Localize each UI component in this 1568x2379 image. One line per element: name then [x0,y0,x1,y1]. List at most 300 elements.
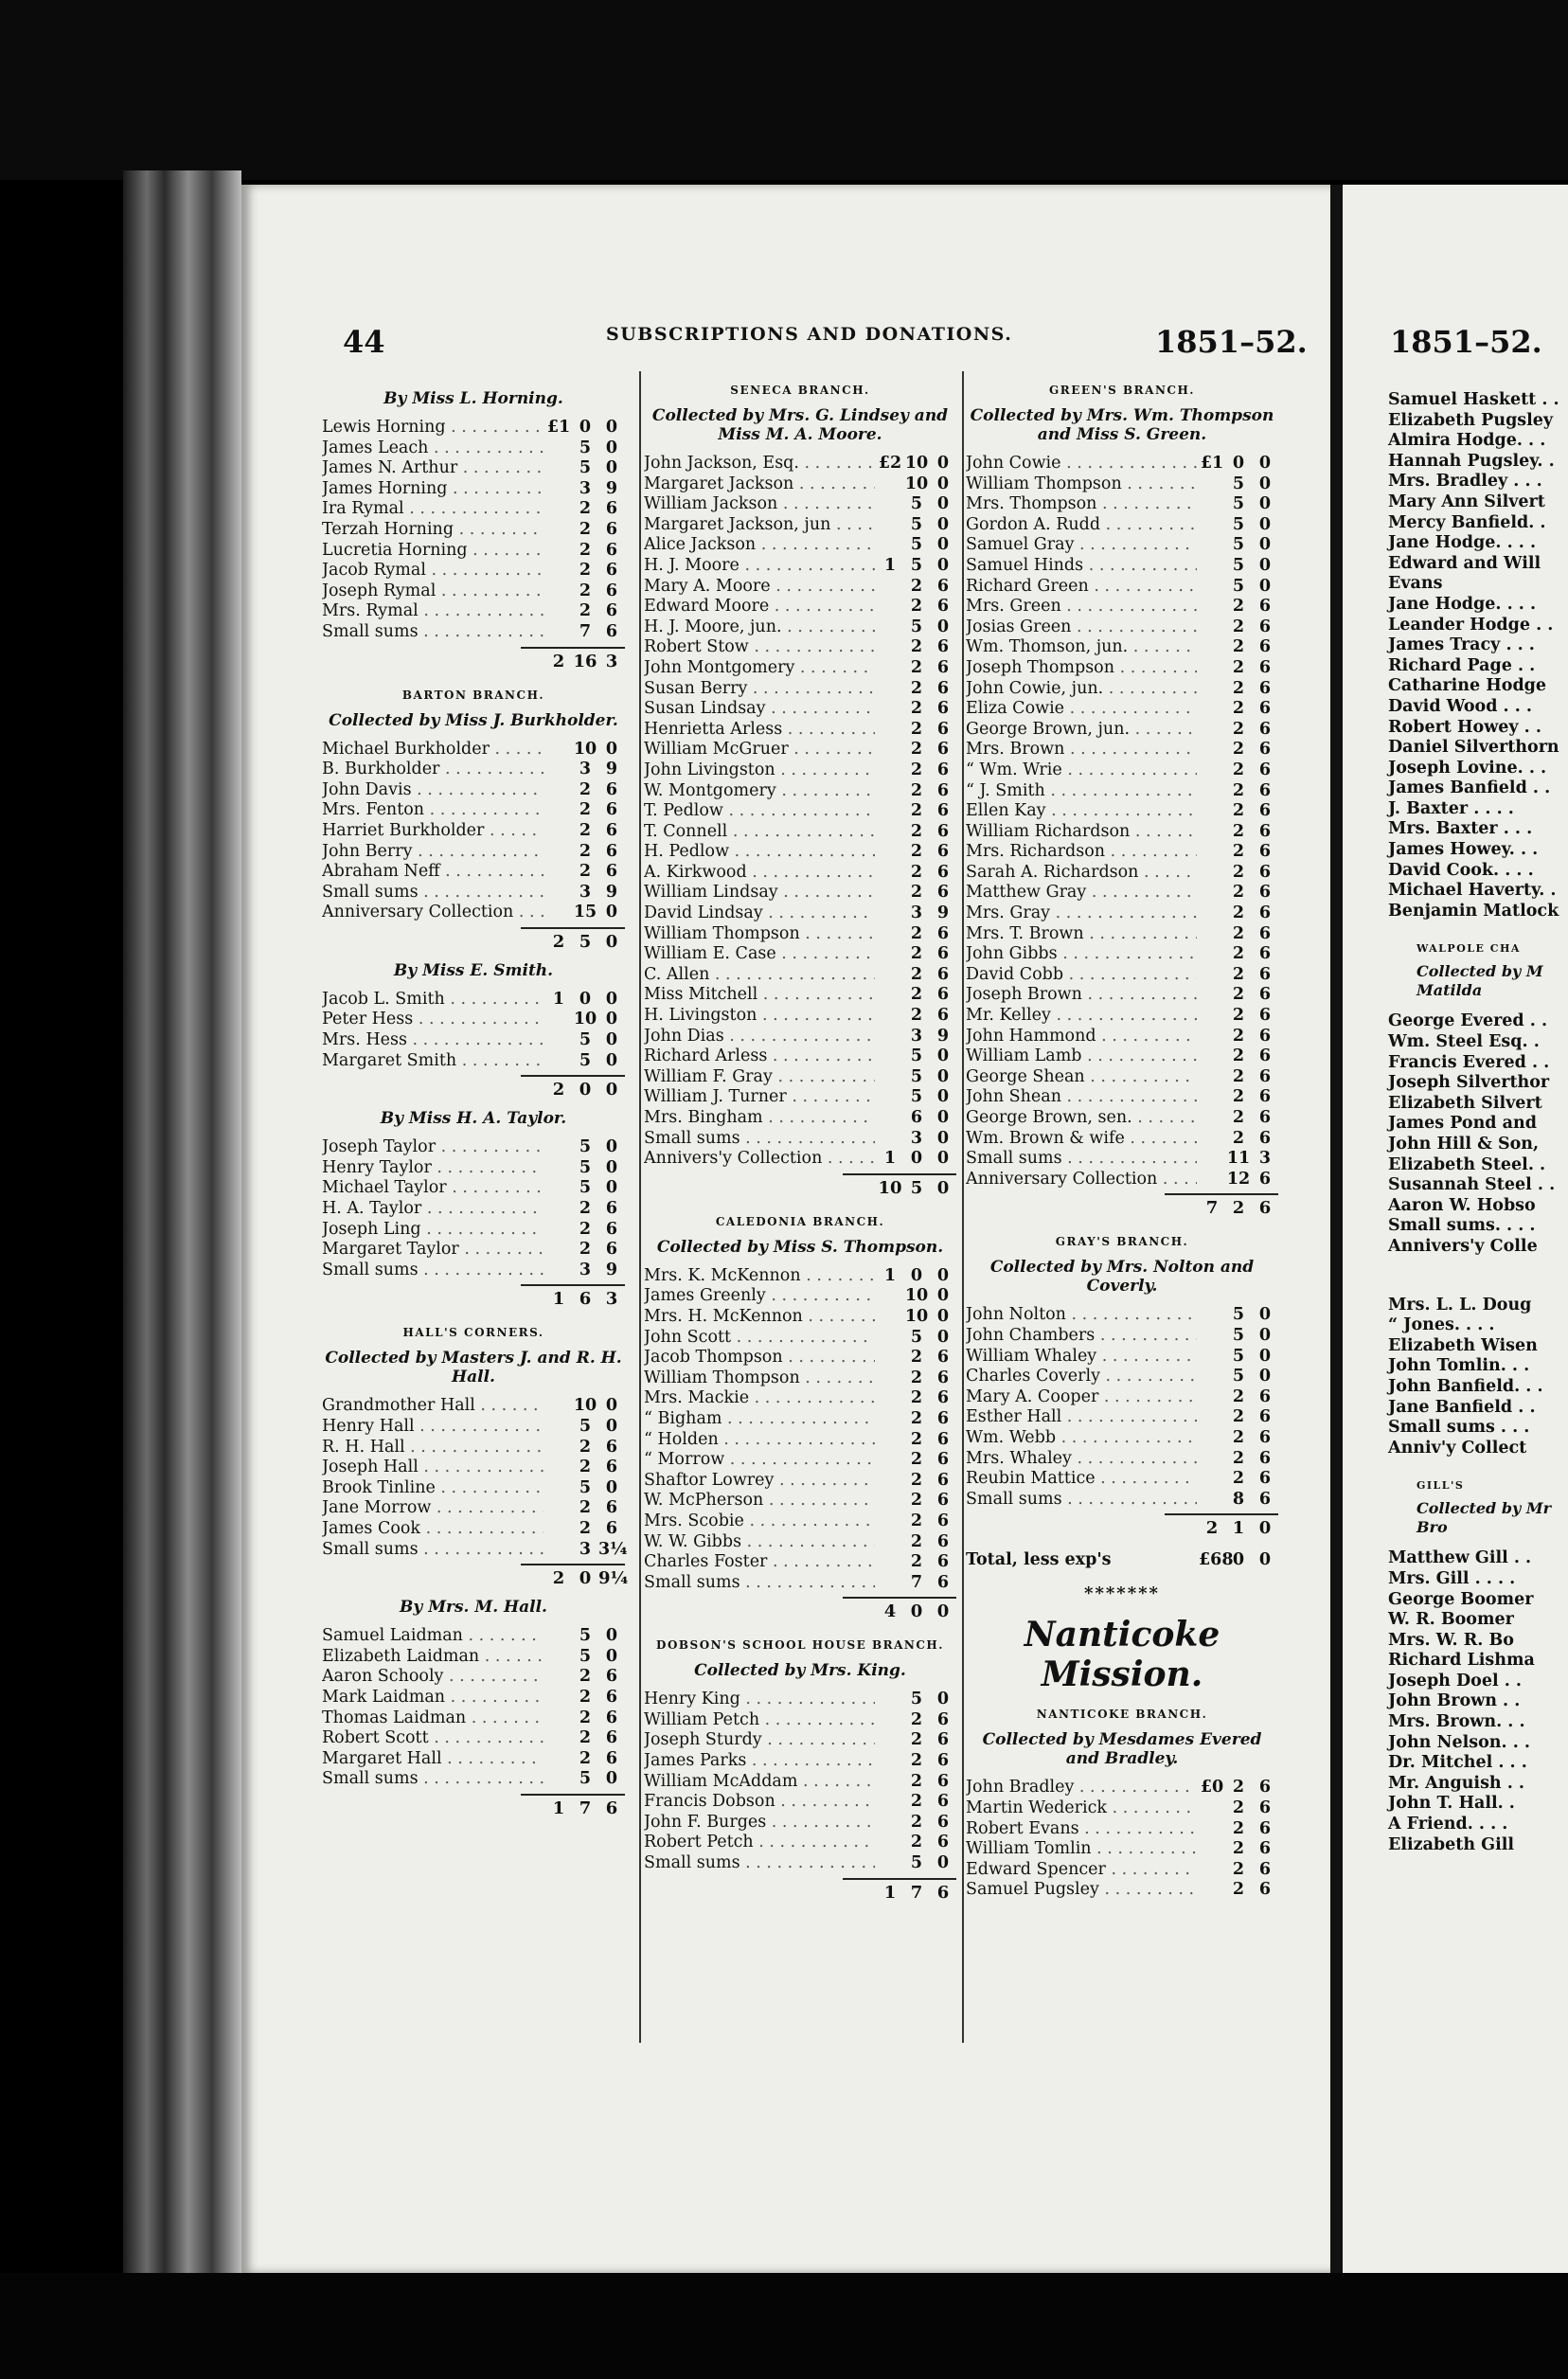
subscriber-row: David Wood . . . [1388,696,1533,716]
subscriber-amount [1197,494,1278,515]
subscriber-amount [1197,1407,1278,1428]
amount-pence: 0 [936,1108,950,1127]
column-3 [966,384,1278,1906]
section-total [843,1597,956,1625]
subscriber-amount [875,1813,956,1833]
amount-pence: 6 [936,699,950,719]
subscriber-amount [875,1286,956,1307]
subscriber-name: H. Livingston . . . [644,1006,875,1027]
amount-pounds [545,1708,572,1729]
amount-shillings: 2 [579,1708,592,1727]
amount-shillings: 5 [910,514,923,534]
subscriber-amount [875,535,956,556]
subscriber-row [322,740,625,760]
amount-pounds [877,883,903,903]
amount-shillings: 2 [910,1470,923,1490]
subscriber-amount [875,1307,956,1328]
subscriber-name: Anniversary Collection . . . [322,903,543,923]
subscriber-amount [1197,965,1278,986]
subscriber-amount [875,1108,956,1129]
subscriber-row [644,699,956,720]
subscriber-row: Evans [1388,574,1443,594]
subscriber-row [322,1417,625,1438]
subscriber-row [644,1409,956,1430]
subscriber-row [966,1490,1278,1511]
branch-heading: GILL'S [1417,1479,1465,1493]
amount-shillings: 2 [579,779,592,799]
subscriber-row [644,1149,956,1170]
subscriber-row: Small sums . . . [1388,1418,1530,1438]
subscriber-name: William Lamb . . . [966,1046,1197,1067]
subscriber-name: Mr. Kelley . . . [966,1006,1197,1027]
amount-shillings: 11 [1226,1149,1251,1169]
subscriber-row [644,1108,956,1129]
subscriber-name: “ Bigham . . . [644,1409,875,1430]
amount-pounds [545,1478,572,1499]
total-pounds: 1 [552,1798,565,1818]
subscriber-amount [1197,1149,1278,1170]
amount-pounds [877,760,903,781]
amount-pence: 6 [1258,985,1272,1005]
subscriber-row [322,1498,625,1519]
amount-pounds [1199,1326,1225,1347]
amount-pounds [877,679,903,700]
amount-shillings: 2 [1232,760,1245,779]
amount-pounds [1199,577,1225,598]
subscriber-row [966,842,1278,863]
subscriber-name: Henrietta Arless . . . [644,720,875,741]
collector-line: Collected by Mrs. Wm. Thompson and Miss S. Green. [970,406,1274,444]
amount-pence: 6 [1258,1046,1272,1066]
amount-pence: 0 [605,1646,618,1666]
amount-pence: 6 [1258,1026,1272,1046]
amount-pence: 6 [605,1748,618,1768]
amount-pounds [1199,1006,1225,1027]
subscriber-row [322,1688,625,1708]
amount-shillings: 12 [1226,1169,1251,1189]
subscriber-row: Leander Hodge . . [1388,615,1554,635]
subscriber-row: Mary Ann Silvert [1388,492,1545,511]
amount-pounds [545,1498,572,1519]
amount-pence: 0 [1258,555,1272,575]
amount-pence: 0 [936,1066,950,1086]
subscriber-name: Henry King . . . [644,1690,875,1710]
subscriber-row: Samuel Haskett . . [1388,390,1559,409]
amount-pounds [877,1348,903,1368]
collector-line: Collected by Mrs. G. Lindsey and Miss M. A. Moore. [651,406,949,444]
amount-pounds [877,842,903,863]
subscriber-name: Small sums . . . [644,1853,875,1874]
amount-pounds [545,458,572,479]
amount-pence: 0 [936,617,950,636]
amount-pounds [877,1853,903,1874]
subscriber-row [644,1853,956,1874]
subscriber-amount [875,903,956,924]
amount-pounds [1199,781,1225,802]
subscriber-row [644,515,956,536]
subscriber-name: Samuel Laidman . . . [322,1626,543,1647]
subscriber-amount [1197,822,1278,843]
amount-shillings: 2 [579,1518,592,1538]
amount-pence: 6 [605,499,618,519]
amount-pence: 0 [936,1149,950,1169]
amount-pence: 0 [1258,494,1272,514]
amount-shillings: 2 [910,576,923,596]
amount-pounds [545,1417,572,1438]
subscriber-amount [543,1728,625,1749]
amount-shillings: 5 [579,1769,592,1789]
subscriber-row [966,699,1278,720]
amount-shillings: 2 [579,601,592,621]
amount-shillings: 2 [1232,657,1245,677]
subscriber-amount [543,862,625,883]
subscriber-amount [1197,781,1278,802]
subscriber-row: Elizabeth Silvert [1388,1093,1542,1113]
subscriber-name: Mary A. Moore . . . [644,577,875,598]
amount-shillings: 2 [910,964,923,984]
amount-shillings: 2 [910,821,923,841]
subscriber-row [966,1367,1278,1387]
subscriber-row [644,617,956,638]
subscriber-amount [1197,944,1278,965]
subscriber-name: Mark Laidman . . . [322,1688,543,1708]
amount-shillings: 2 [1232,862,1245,882]
subscriber-name: H. A. Taylor . . . [322,1199,543,1220]
amount-pounds [1199,903,1225,924]
subscriber-row [966,577,1278,598]
amount-shillings: 2 [910,760,923,779]
subscriber-row [644,474,956,495]
amount-shillings: 2 [1232,923,1245,943]
amount-pence: 0 [936,514,950,534]
amount-pounds [1199,515,1225,536]
amount-pence: 6 [1258,944,1272,964]
amount-pounds [1199,985,1225,1006]
total-shillings: 5 [910,1177,923,1198]
subscriber-row: W. R. Boomer [1388,1610,1514,1630]
subscriber-row [644,1328,956,1349]
subscriber-row [966,822,1278,843]
amount-pounds [877,494,903,515]
amount-pounds [1199,842,1225,863]
subscriber-amount [543,418,625,438]
subscriber-row [966,658,1278,679]
amount-pence: 6 [605,581,618,600]
amount-shillings: 2 [910,1408,923,1428]
subscriber-name: William F. Gray . . . [644,1067,875,1088]
amount-pounds [545,1396,572,1417]
subscriber-row: Elizabeth Wisen [1388,1335,1538,1355]
subscriber-name: Mrs. Mackie . . . [644,1388,875,1409]
subscriber-row: James Tracy . . . [1388,635,1535,655]
subscriber-row [966,1046,1278,1067]
amount-pounds [545,1728,572,1749]
amount-pounds [877,597,903,617]
subscriber-name: John Gibbs . . . [966,944,1197,965]
subscriber-amount [1197,1170,1278,1190]
subscriber-name: Annivers'y Collection . . . [644,1149,875,1170]
subscriber-row [644,494,956,515]
amount-shillings: 0 [910,1149,923,1169]
right-page-year: 1851–52. [1390,324,1542,360]
amount-pounds [877,1409,903,1430]
amount-shillings: 5 [910,1853,923,1873]
amount-pounds [545,1240,572,1261]
subscriber-row [322,1749,625,1770]
amount-pounds [545,1519,572,1540]
subscriber-amount [543,1667,625,1688]
amount-shillings: 2 [1232,1006,1245,1026]
section-total [521,1564,629,1592]
subscriber-amount [543,1647,625,1668]
subscriber-row [966,863,1278,884]
subscriber-name: John Hammond . . . [966,1027,1197,1047]
amount-pounds [1199,863,1225,884]
subscriber-name: W. W. Gibbs . . . [644,1532,875,1553]
branch-section [644,1215,956,1626]
subscriber-name: Small sums . . . [322,1261,543,1281]
collector-line: By Miss H. A. Taylor. [380,1109,567,1129]
amount-shillings: 7 [579,621,592,641]
amount-pence: 6 [1258,617,1272,636]
subscriber-amount [1197,1067,1278,1088]
subscriber-row: Daniel Silverthorn [1388,738,1559,758]
amount-pounds [1199,556,1225,577]
subscriber-row: James Banfield . . [1388,778,1551,798]
subscriber-name: Matthew Gray . . . [966,883,1197,903]
subscriber-name: Joseph Hall . . . [322,1458,543,1478]
subscriber-row: Wm. Steel Esq. . [1388,1032,1540,1052]
subscriber-row [966,1027,1278,1047]
subscriber-row [644,883,956,903]
subscriber-amount [1197,760,1278,781]
subscriber-row [322,1708,625,1729]
subscriber-row: John Banfield. . . [1388,1376,1543,1396]
amount-pence: 9 [605,1260,618,1279]
subscriber-amount [543,1158,625,1179]
subscriber-row [644,658,956,679]
total-shillings: 0 [910,1601,923,1622]
subscriber-row [966,924,1278,945]
amount-pounds [1199,883,1225,903]
subscriber-name: Mrs. Green . . . [966,597,1197,617]
subscriber-amount [875,1532,956,1553]
amount-pence: 6 [605,800,618,820]
subscriber-amount [543,1519,625,1540]
subscriber-name: Margaret Jackson . . . [644,474,875,495]
amount-pence: 6 [605,1240,618,1260]
subscriber-row [322,1438,625,1458]
subscriber-amount [1197,1326,1278,1347]
subscriber-amount [875,454,956,474]
amount-shillings: 2 [910,1006,923,1026]
subscriber-amount [875,1511,956,1532]
subscriber-amount [1197,863,1278,884]
branch-heading: SENECA BRANCH. [730,384,870,397]
amount-pence: 6 [605,1667,618,1687]
subscriber-row [322,883,625,903]
amount-pence: 6 [936,821,950,841]
subscriber-amount [1197,1839,1278,1860]
subscriber-name: Abraham Neff . . . [322,862,543,883]
amount-pence: 6 [936,1709,950,1729]
subscriber-name: A. Kirkwood . . . [644,863,875,884]
subscriber-name: Grandmother Hall . . . [322,1396,543,1417]
subscriber-amount [1197,801,1278,822]
subscriber-amount [543,1749,625,1770]
subscriber-row: “ Jones. . . . [1388,1315,1495,1335]
amount-shillings: 2 [1232,1087,1245,1107]
amount-shillings: 2 [1232,1839,1245,1859]
subscriber-name: John Dias . . . [644,1027,875,1047]
amount-pounds [1199,679,1225,700]
amount-shillings: 2 [579,561,592,581]
subscriber-amount [1197,1490,1278,1511]
amount-pence: 0 [936,494,950,514]
subscriber-row [322,1199,625,1220]
amount-pence: 6 [1258,699,1272,719]
amount-shillings: 2 [1232,821,1245,841]
subscriber-row [966,597,1278,617]
subscriber-row [322,1647,625,1668]
column-2 [644,384,956,1912]
amount-pounds: £2 [878,454,902,473]
amount-pounds [1199,1469,1225,1490]
subscriber-amount [875,720,956,741]
subscriber-row [322,479,625,500]
subscriber-amount [1197,474,1278,495]
amount-shillings: 5 [1232,576,1245,596]
subscriber-name: Joseph Brown . . . [966,985,1197,1006]
amount-pounds: £68 [1199,1550,1234,1570]
amount-pounds [545,1261,572,1281]
collector-line: Collected by Mr Bro [1417,1499,1552,1537]
subscriber-amount [1197,1449,1278,1470]
subscriber-name: James Cook . . . [322,1519,543,1540]
amount-shillings: 2 [579,1437,592,1457]
amount-pounds [877,658,903,679]
amount-pence: 0 [936,1327,950,1347]
subscriber-row: Jane Hodge. . . . [1388,533,1537,553]
amount-pounds [545,1220,572,1241]
amount-pence: 6 [1258,862,1272,882]
amount-pounds [877,781,903,802]
amount-pounds [1199,1170,1225,1190]
amount-pounds [1199,1860,1225,1881]
subscriber-row [644,1087,956,1108]
subscriber-row [966,781,1278,802]
subscriber-row [644,903,956,924]
subscriber-row [322,1396,625,1417]
amount-shillings: 2 [910,801,923,821]
amount-pence: 6 [605,779,618,799]
amount-shillings: 5 [910,1066,923,1086]
subscriber-row [644,1471,956,1492]
amount-shillings: 3 [579,1539,592,1559]
subscriber-name: Mrs. Bingham . . . [644,1108,875,1129]
total-shillings: 1 [1232,1518,1245,1539]
amount-shillings: 2 [1232,1386,1245,1406]
collector-line: Collected by Miss J. Burkholder. [329,710,618,730]
subscriber-row [966,1087,1278,1108]
amount-pence: 6 [936,576,950,596]
amount-shillings: 5 [1232,1305,1245,1325]
amount-pounds [1199,924,1225,945]
amount-pence: 6 [605,1728,618,1748]
subscriber-row [966,1428,1278,1449]
total-pence: 6 [936,1882,950,1903]
amount-pounds [877,1792,903,1813]
subscriber-row [644,1690,956,1710]
amount-pence: 6 [936,1006,950,1026]
subscriber-amount [875,781,956,802]
amount-shillings: 5 [579,1030,592,1050]
subscriber-name: Small sums . . . [322,622,543,643]
amount-shillings: 2 [579,1728,592,1748]
subscriber-amount [543,1688,625,1708]
amount-pence: 0 [605,1396,618,1416]
amount-pence: 0 [936,1087,950,1107]
amount-pounds [877,577,903,598]
amount-pence: 9 [936,1026,950,1046]
spacer [1388,1258,1568,1296]
amount-pence: 6 [1258,1448,1272,1468]
amount-pence: 6 [1258,1169,1272,1189]
subscriber-amount [875,474,956,495]
amount-shillings: 2 [579,1199,592,1219]
subscriber-row [966,1305,1278,1326]
amount-pounds [877,822,903,843]
amount-pence: 0 [936,1306,950,1326]
total-pence: 3 [605,651,618,671]
subscriber-row: Mercy Banfield. . [1388,512,1546,532]
amount-pence: 6 [936,1531,950,1551]
subscriber-name: Small sums . . . [644,1573,875,1594]
amount-pence: 0 [1258,535,1272,555]
amount-pounds [877,1430,903,1451]
subscriber-name: Wm. Webb . . . [966,1428,1197,1449]
total-pounds: 1 [883,1882,897,1903]
subscriber-row [644,822,956,843]
amount-pence: 9 [605,760,618,779]
amount-pounds [1199,1067,1225,1088]
subscriber-name: William Petch . . . [644,1710,875,1731]
amount-pounds [877,617,903,638]
subscriber-name: “ Wm. Wrie . . . [966,760,1197,781]
branch-heading: GRAY'S BRANCH. [1055,1235,1189,1249]
subscriber-name: James Greenly . . . [644,1286,875,1307]
subscriber-amount [543,1051,625,1072]
subscriber-row: Mrs. Baxter . . . [1388,819,1533,839]
subscriber-name: Terzah Horning . . . [322,520,543,541]
subscriber-name: Margaret Hall . . . [322,1749,543,1770]
subscriber-name: Peter Hess . . . [322,1010,543,1030]
amount-pence: 6 [936,1792,950,1812]
subscriber-name: Mrs. K. McKennon . . . [644,1266,875,1287]
subscriber-name: Margaret Taylor . . . [322,1240,543,1261]
amount-shillings: 2 [579,581,592,600]
page-year: 1851–52. [1155,324,1308,360]
subscriber-name: Michael Burkholder . . . [322,740,543,760]
amount-shillings: 10 [904,454,929,473]
amount-shillings: 5 [910,1327,923,1347]
subscriber-name: Margaret Jackson, jun . . . [644,515,875,536]
amount-pence: 6 [936,678,950,698]
amount-shillings: 2 [910,1709,923,1729]
subscriber-row [322,561,625,581]
subscriber-row [322,1458,625,1478]
total-pence: 6 [1258,1198,1272,1219]
